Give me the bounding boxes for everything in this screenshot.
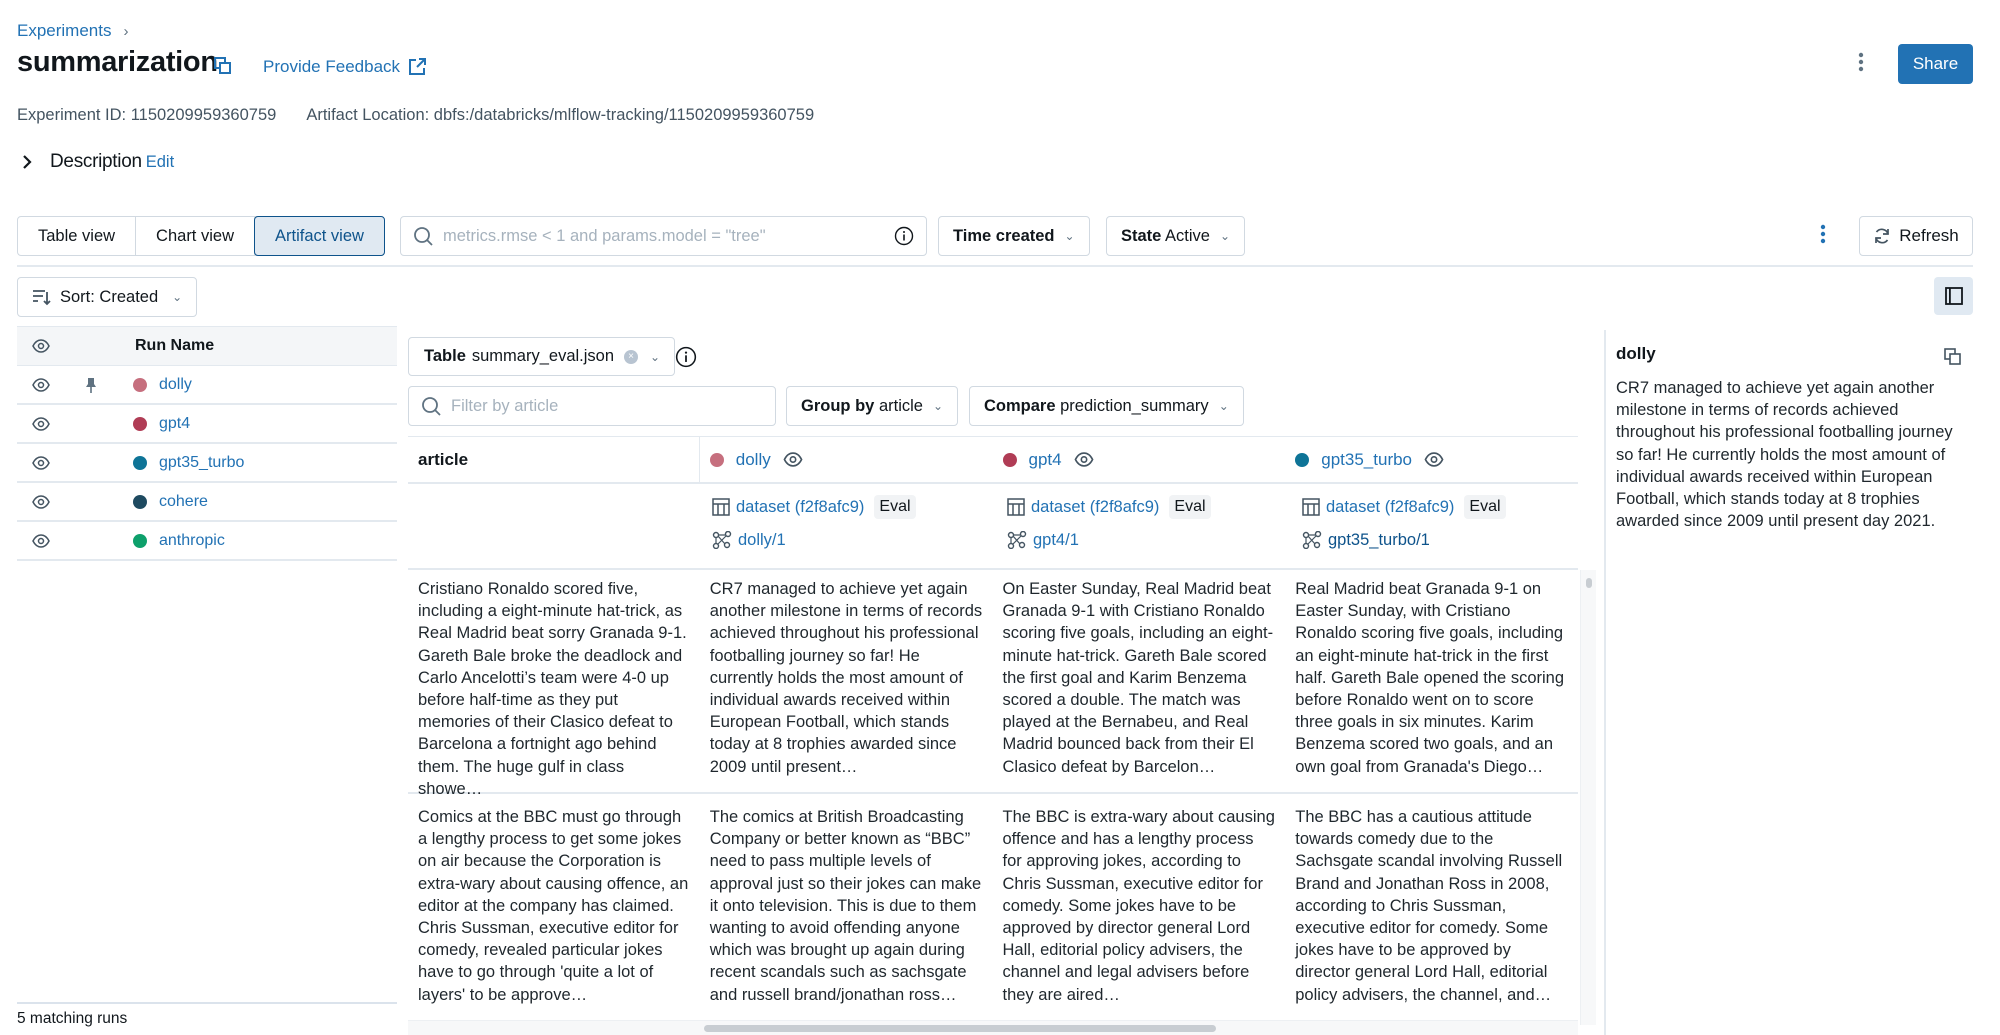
- description-label: Description: [50, 151, 142, 172]
- prediction-cell-gpt4[interactable]: On Easter Sunday, Real Madrid beat Granada 9-1 with Cristiano Ronaldo scoring five goals, including an eight-minute hat-trick. Gareth Bale scored the first goal and Karim Benzema scored a double. The match was played at the Bernabeu, and Real Madrid bounced back from their El Clasico defeat by Barcelon…: [1002, 580, 1274, 776]
- copy-icon[interactable]: [214, 57, 232, 75]
- run-color-dot: [133, 495, 147, 509]
- run-row-dolly[interactable]: [17, 366, 397, 405]
- run-color-dot: [1295, 453, 1309, 467]
- run-link[interactable]: gpt4: [1028, 449, 1062, 469]
- tab-chart-view[interactable]: Chart view: [136, 217, 255, 255]
- group-by-label: Group by: [801, 396, 875, 415]
- view-switcher: [17, 216, 385, 256]
- compare-dropdown[interactable]: [969, 386, 1244, 426]
- table-icon: [712, 498, 730, 516]
- run-name-header: Run Name: [135, 337, 215, 354]
- model-icon: [1007, 531, 1027, 549]
- sort-label: Sort: Created: [60, 287, 159, 306]
- table-header: [408, 436, 1578, 484]
- experiment-id: Experiment ID: 1150209959360759: [17, 106, 277, 124]
- info-icon[interactable]: [675, 346, 697, 368]
- eye-icon[interactable]: [1424, 452, 1444, 467]
- table-row[interactable]: [408, 570, 1578, 798]
- prediction-cell-gpt35-turbo[interactable]: Real Madrid beat Granada 9-1 on Easter Sunday, with Cristiano Ronaldo scoring five goals, including an eight-minute hat-trick in the first half. Gareth Bale opened the scoring before Ronaldo went on to score three goals in six minutes. Karim Benzema scored two goals, and an own goal from Granada's Diego…: [1295, 580, 1565, 776]
- run-name-link[interactable]: dolly: [159, 375, 192, 393]
- external-link-icon: [408, 58, 426, 76]
- share-button[interactable]: Share: [1898, 44, 1973, 84]
- run-meta-gpt35-turbo: [1302, 492, 1597, 551]
- dataset-tag: Eval: [1169, 495, 1210, 519]
- compare-label: Compare: [984, 396, 1056, 415]
- run-color-dot: [1003, 453, 1017, 467]
- visibility-toggle-all[interactable]: [17, 339, 65, 353]
- column-header-dolly: [700, 437, 993, 482]
- clear-icon[interactable]: ×: [624, 350, 638, 364]
- provide-feedback-link[interactable]: [263, 57, 426, 77]
- run-row-anthropic[interactable]: [17, 522, 397, 561]
- side-panel-icon: [1945, 287, 1963, 305]
- run-name-link[interactable]: anthropic: [159, 531, 225, 549]
- dataset-link[interactable]: dataset (f2f8afc9): [1031, 497, 1160, 516]
- state-label: State: [1121, 226, 1162, 245]
- description-edit-link[interactable]: Edit: [145, 152, 175, 171]
- run-row-gpt4[interactable]: [17, 405, 397, 444]
- tab-artifact-view[interactable]: Artifact view: [254, 216, 385, 256]
- model-icon: [712, 531, 732, 549]
- article-cell[interactable]: Cristiano Ronaldo scored five, including a eight-minute hat-trick, as Real Madrid beat sorry Granada 9-1. Gareth Bale broke the deadlock and Carlo Ancelotti’s team were 4-0 up before half-time as they put memories of their Clasico defeat to Barcelona a fortnight ago behind them. The huge gulf in class showe…: [418, 580, 687, 798]
- run-link[interactable]: dolly: [735, 449, 771, 469]
- eye-icon[interactable]: [1074, 452, 1094, 467]
- sort-dropdown[interactable]: [17, 277, 197, 317]
- eye-icon[interactable]: [17, 417, 65, 431]
- eye-icon[interactable]: [783, 452, 803, 467]
- chevron-down-icon: ⌄: [172, 290, 183, 304]
- run-color-dot: [133, 456, 147, 470]
- run-row-gpt35-turbo[interactable]: [17, 444, 397, 483]
- state-value: Active: [1165, 226, 1210, 245]
- eye-icon[interactable]: [17, 534, 65, 548]
- dataset-tag: Eval: [874, 495, 915, 519]
- run-color-dot: [710, 453, 724, 467]
- tab-table-view[interactable]: Table view: [18, 217, 136, 255]
- prediction-cell-dolly[interactable]: CR7 managed to achieve yet again another milestone in terms of records achieved throughout his professional footballing journey so far! He currently holds the most amount of individual awards received within European Football, which stands today at 8 trophies awarded since 2009 until present…: [709, 580, 983, 776]
- model-link[interactable]: dolly/1: [738, 530, 786, 549]
- run-color-dot: [133, 417, 147, 431]
- chevron-down-icon: ⌄: [932, 399, 944, 413]
- article-cell[interactable]: Comics at the BBC must go through a lengthy process to get some jokes on air because the Corporation is extra-wary about causing offence, an editor at the company has claimed. Chris Sussman, executive editor for comedy, revealed particular jokes have to go through 'quite a lot of layers' to be approve…: [418, 808, 689, 1004]
- model-link[interactable]: gpt4/1: [1033, 530, 1079, 549]
- run-row-cohere[interactable]: [17, 483, 397, 522]
- eye-icon[interactable]: [17, 378, 65, 392]
- group-by-value: article: [878, 396, 923, 415]
- run-link[interactable]: gpt35_turbo: [1321, 449, 1413, 469]
- dataset-link[interactable]: dataset (f2f8afc9): [1326, 497, 1455, 516]
- state-dropdown[interactable]: [1106, 216, 1245, 256]
- eye-icon[interactable]: [17, 456, 65, 470]
- time-created-dropdown[interactable]: [938, 216, 1090, 256]
- page-title: summarization: [17, 46, 218, 78]
- info-icon[interactable]: [894, 226, 914, 246]
- runs-table: [17, 326, 397, 561]
- artifact-compare-table: [408, 436, 1578, 1018]
- run-name-link[interactable]: gpt4: [159, 414, 191, 432]
- runs-search-input[interactable]: [400, 216, 927, 256]
- table-select-dropdown[interactable]: [408, 337, 675, 376]
- chevron-down-icon: ⌄: [1218, 399, 1229, 413]
- chevron-right-icon[interactable]: [22, 154, 32, 170]
- vertical-scrollbar[interactable]: [1580, 570, 1596, 1025]
- divider: [1604, 330, 1606, 1035]
- filter-by-article-input[interactable]: [408, 386, 776, 426]
- matching-runs-count: 5 matching runs: [17, 1010, 128, 1027]
- eye-icon[interactable]: [17, 495, 65, 509]
- prediction-cell-gpt35-turbo[interactable]: The BBC has a cautious attitude towards comedy due to the Sachsgate scandal involving Russell Brand and Jonathan Ross in 2008, according to Chris Sussman, executive editor for comedy. Some jokes have to be approved by director general Lord Hall, editorial policy advisers, the channel, and…: [1295, 808, 1563, 1004]
- sort-icon: [32, 288, 52, 306]
- table-label: Table: [424, 347, 466, 365]
- run-name-link[interactable]: cohere: [159, 492, 208, 510]
- pin-icon[interactable]: [65, 377, 117, 393]
- detail-panel-text: CR7 managed to achieve yet again another milestone in terms of records achieved throughout his professional footballing journey so far! He currently holds the most amount of individual awards received within European Football, which stands today at 8 trophies awarded since 2009 until present day 2021.: [1616, 379, 1953, 531]
- table-row[interactable]: [408, 794, 1578, 1018]
- breadcrumb-experiments-link[interactable]: Experiments: [17, 21, 112, 40]
- refresh-icon: [1873, 227, 1891, 245]
- runs-table-header: [17, 326, 397, 366]
- toggle-side-panel-button[interactable]: [1934, 277, 1973, 315]
- search-icon: [421, 396, 441, 416]
- run-name-link[interactable]: gpt35_turbo: [159, 453, 245, 471]
- run-meta-gpt4: [1007, 492, 1302, 551]
- chevron-right-icon: ›: [123, 22, 129, 40]
- divider: [17, 1002, 397, 1004]
- artifact-location: Artifact Location: dbfs:/databricks/mlflow-tracking/1150209959360759: [306, 106, 815, 124]
- table-icon: [1302, 498, 1320, 516]
- search-icon: [413, 226, 433, 246]
- prediction-cell-gpt4[interactable]: The BBC is extra-wary about causing offence and has a lengthy process for approving jokes, according to Chris Sussman, executive editor for comedy. Some jokes have to be approved by director general Lord Hall, editorial policy advisers, the channel and legal advisers before they are aired…: [1002, 808, 1275, 1004]
- breadcrumb: [17, 21, 128, 41]
- scrollbar-thumb[interactable]: [704, 1025, 1216, 1032]
- chevron-down-icon: ⌄: [1219, 229, 1231, 243]
- divider: [17, 265, 1973, 267]
- run-metadata-row: [408, 484, 1578, 570]
- article-column-header: article: [408, 437, 700, 482]
- run-meta-dolly: [712, 492, 1007, 551]
- refresh-label: Refresh: [1899, 226, 1959, 245]
- horizontal-scrollbar[interactable]: [408, 1020, 1578, 1035]
- provide-feedback-label: Provide Feedback: [263, 57, 401, 76]
- chevron-down-icon: ⌄: [650, 349, 661, 364]
- compare-value: prediction_summary: [1060, 396, 1209, 415]
- search-placeholder: metrics.rmse < 1 and params.model = "tree": [443, 226, 766, 245]
- refresh-button[interactable]: [1859, 216, 1973, 256]
- column-header-gpt35-turbo: [1285, 437, 1578, 482]
- detail-panel-title: dolly: [1616, 344, 1656, 363]
- copy-icon[interactable]: [1944, 348, 1962, 366]
- model-link[interactable]: gpt35_turbo/1: [1328, 530, 1430, 549]
- time-created-label: Time created: [953, 226, 1055, 245]
- column-header-gpt4: [993, 437, 1286, 482]
- dataset-link[interactable]: dataset (f2f8afc9): [736, 497, 865, 516]
- dataset-tag: Eval: [1464, 495, 1505, 519]
- description-section: [22, 151, 174, 173]
- run-color-dot: [133, 534, 147, 548]
- run-color-dot: [133, 378, 147, 392]
- more-options-icon[interactable]: [1858, 52, 1864, 72]
- prediction-cell-dolly[interactable]: The comics at British Broadcasting Company or better known as “BBC” need to pass multiple levels of approval just so their jokes can make it onto television. This is due to them wanting to avoid offending anyone which was brought up again during recent scandals such as sachsgate and russell brand/jonathan ross…: [709, 808, 982, 1004]
- scrollbar-thumb[interactable]: [1586, 578, 1592, 588]
- more-options-icon[interactable]: [1820, 224, 1826, 244]
- table-icon: [1007, 498, 1025, 516]
- table-value: summary_eval.json: [471, 347, 615, 365]
- group-by-dropdown[interactable]: [786, 386, 958, 426]
- model-icon: [1302, 531, 1322, 549]
- filter-placeholder: Filter by article: [451, 396, 559, 415]
- experiment-meta: [17, 106, 814, 125]
- chevron-down-icon: ⌄: [1064, 229, 1075, 243]
